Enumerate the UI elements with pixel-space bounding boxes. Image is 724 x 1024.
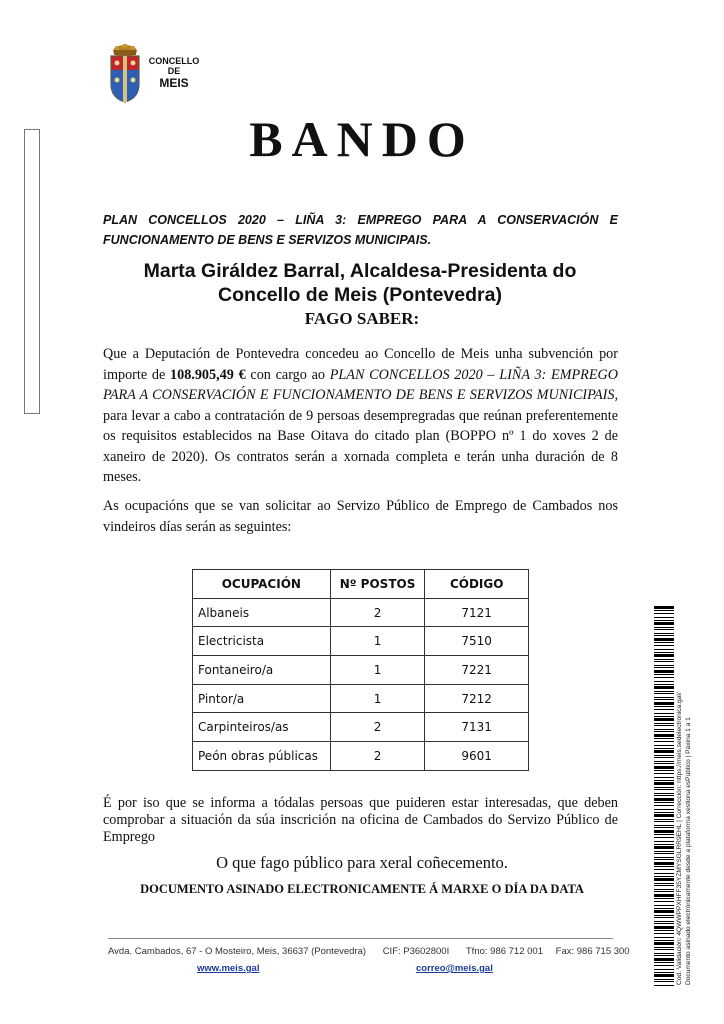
cell-codigo: 7131	[425, 713, 529, 742]
para1-text-3: para levar a cabo a contratación de 9 persoas desempregradas que reúnan preferentemente os requisitos establecidos na Base Oitava do citado plan (BOPPO nº 1 do xoves 2 de xaneiro de 2020). Os contratos serán a xornada completa e terán unha duración de 8 meses.	[103, 407, 618, 485]
cell-postos: 1	[330, 627, 425, 656]
cell-postos: 1	[330, 684, 425, 713]
cell-codigo: 7121	[425, 598, 529, 627]
table-row	[193, 713, 529, 742]
para1-text-1: Que a Deputación de Pontevedra concedeu ao Concello de Meis unha subvención por importe de	[103, 346, 618, 383]
header-postos: Nº POSTOS	[330, 570, 425, 599]
footer-divider	[108, 938, 613, 939]
plan-name-italic: PLAN CONCELLOS 2020 – LIÑA 3: EMPREGO PARA A CONSERVACIÓN E FUNCIONAMENTO DE BENS E SERVIZOS MUNICIPAIS,	[103, 366, 618, 403]
logo-line-1: CONCELLO	[148, 56, 200, 66]
cell-ocupacion: Carpinteiros/as	[193, 713, 331, 742]
table-row	[193, 598, 529, 627]
page-title: BANDO	[249, 111, 475, 167]
logo-line-2: DE	[167, 66, 181, 76]
cell-codigo: 7510	[425, 627, 529, 656]
table-header-row	[193, 570, 529, 599]
cell-postos: 2	[330, 713, 425, 742]
footer-email-link[interactable]: correo@meis.gal	[416, 963, 493, 974]
cell-codigo: 9601	[425, 742, 529, 771]
cell-ocupacion: Electricista	[193, 627, 331, 656]
footer-web-link[interactable]: www.meis.gal	[197, 963, 260, 974]
table-row	[193, 627, 529, 656]
header-ocupacion: OCUPACIÓN	[193, 570, 331, 599]
cell-ocupacion: Peón obras públicas	[193, 742, 331, 771]
subsidy-amount: 108.905,49 €	[170, 366, 246, 383]
publico-line: O que fago público para xeral coñecemento.	[216, 853, 508, 872]
table-row	[193, 656, 529, 685]
cell-ocupacion: Pintor/a	[193, 684, 331, 713]
plan-heading: PLAN CONCELLOS 2020 – LIÑA 3: EMPREGO PARA A CONSERVACIÓN E FUNCIONAMENTO DE BENS E SERVIZOS MUNICIPAIS.	[103, 213, 618, 247]
cell-ocupacion: Fontaneiro/a	[193, 656, 331, 685]
cell-postos: 2	[330, 742, 425, 771]
logo-text	[146, 56, 202, 90]
footer-address: Avda. Cambados, 67 - O Mosteiro, Meis, 36637 (Pontevedra)	[108, 946, 367, 957]
table-row	[193, 742, 529, 771]
footer-fax: Fax: 986 715 300	[555, 946, 630, 957]
para1-text-2: con cargo ao	[245, 366, 330, 383]
validation-line-1: Cod. Validación: 4QWWPPXHFF35YZMYSGLRR9EHL | Corrección: https://meis.sedelectronica.gal/	[676, 692, 683, 985]
footer-contact	[108, 946, 630, 957]
signed-notice: DOCUMENTO ASINADO ELECTRONICAMENTE Á MARXE O DÍA DA DATA	[140, 882, 584, 896]
fago-saber: FAGO SABER:	[304, 309, 420, 328]
footer-cif: CIF: P3602800I	[382, 946, 450, 957]
cell-ocupacion: Albaneis	[193, 598, 331, 627]
mayor-line-2: Concello de Meis (Pontevedra)	[218, 284, 502, 306]
cell-postos: 2	[330, 598, 425, 627]
header-codigo: CÓDIGO	[425, 570, 529, 599]
mayor-line-1: Marta Giráldez Barral, Alcaldesa-Presidenta do	[143, 260, 577, 282]
cell-codigo: 7221	[425, 656, 529, 685]
paragraph-ocupacions: As ocupacións que se van solicitar ao Servizo Público de Emprego de Cambados nos vindeiros días serán as seguintes:	[103, 498, 618, 535]
footer-phone: Tfno: 986 712 001	[465, 946, 543, 957]
validation-line-2: Documento asinado electrónicamente desde a plataforma xestiona esPúblico | Páxina 1 a 1	[684, 717, 692, 985]
cell-postos: 1	[330, 656, 425, 685]
cell-codigo: 7212	[425, 684, 529, 713]
occupations-table	[192, 569, 529, 771]
coat-of-arms-icon	[108, 42, 142, 104]
mayor-heading	[90, 259, 630, 307]
margin-box	[24, 129, 40, 414]
paragraph-informa: É por iso que se informa a tódalas persoas que puideren estar interesadas, que deben comprobar a situación da súa inscrición na oficina de Cambados do Servizo Público de Emprego	[103, 795, 618, 845]
concello-logo	[108, 42, 218, 104]
validation-text	[676, 605, 693, 985]
table-row	[193, 684, 529, 713]
logo-line-3: MEIS	[159, 76, 189, 90]
paragraph-subvencion	[103, 344, 618, 488]
